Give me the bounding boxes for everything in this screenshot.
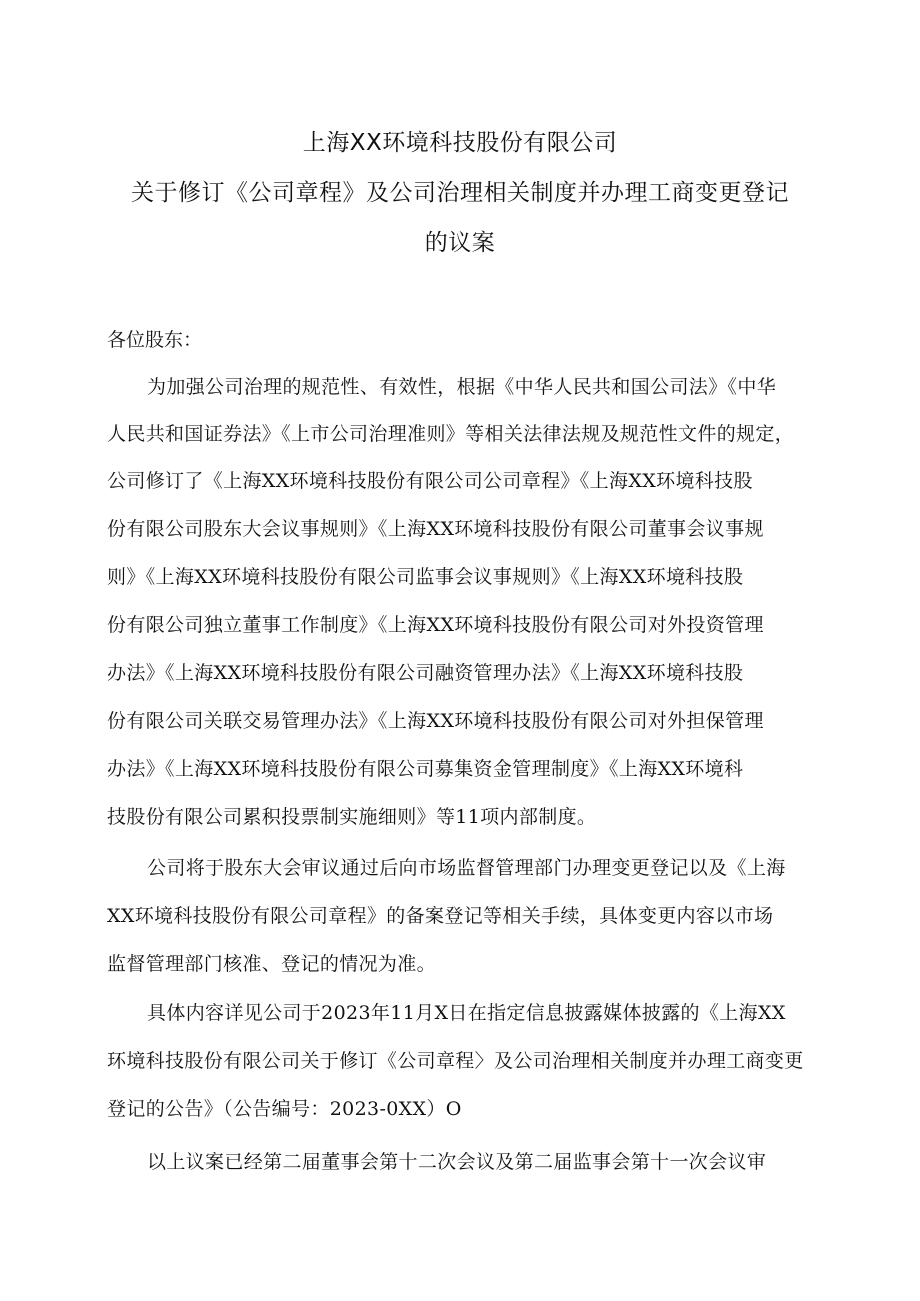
paragraph-1-line: 份有限公司股东大会议事规则》《上海XX环境科技股份有限公司董事会议事规 xyxy=(107,518,764,540)
paragraph-3-line: 环境科技股份有限公司关于修订《公司章程〉及公司治理相关制度并办理工商变更 xyxy=(107,1050,804,1072)
paragraph-1-line: 则》《上海XX环境科技股份有限公司监事会议事规则》《上海XX环境科技股 xyxy=(107,566,744,588)
title-subject: 关于修订《公司章程》及公司治理相关制度并办理工商变更登记 xyxy=(131,180,789,206)
paragraph-1-line: 份有限公司关联交易管理办法》《上海XX环境科技股份有限公司对外担保管理 xyxy=(107,710,764,732)
paragraph-1-line: 办法》《上海XX环境科技股份有限公司募集资金管理制度》《上海XX环境科 xyxy=(107,758,744,780)
paragraph-1-line: 份有限公司独立董事工作制度》《上海XX环境科技股份有限公司对外投资管理 xyxy=(107,614,764,636)
paragraph-1-line: 技股份有限公司累积投票制实施细则》等11项内部制度。 xyxy=(107,806,597,828)
title-subject-end: 的议案 xyxy=(424,230,496,256)
paragraph-2-line: 公司将于股东大会审议通过后向市场监督管理部门办理变更登记以及《上海 xyxy=(147,857,786,879)
paragraph-2-line: 监督管理部门核准、登记的情况为准。 xyxy=(107,953,436,975)
paragraph-1-line: 公司修订了《上海XX环境科技股份有限公司公司章程》《上海XX环境科技股 xyxy=(107,470,753,492)
salutation: 各位股东： xyxy=(107,329,203,351)
paragraph-4-line: 以上议案已经第二届董事会第十二次会议及第二届监事会第十一次会议审 xyxy=(147,1151,767,1173)
paragraph-2-line: XX环境科技股份有限公司章程》的备案登记等相关手续，具体变更内容以市场 xyxy=(107,905,774,927)
paragraph-3-line: 具体内容详见公司于2023年11月X日在指定信息披露媒体披露的《上海XX xyxy=(147,1002,786,1024)
title-company: 上海XX环境科技股份有限公司 xyxy=(302,130,618,156)
paragraph-1-line: 为加强公司治理的规范性、有效性，根据《中华人民共和国公司法》《中华 xyxy=(147,376,777,398)
paragraph-1-line: 办法》《上海XX环境科技股份有限公司融资管理办法》《上海XX环境科技股 xyxy=(107,662,744,684)
paragraph-3-line: 登记的公告》（公告编号：2023-0XX）O xyxy=(107,1098,462,1120)
paragraph-1-line: 人民共和国证券法》《上市公司治理准则》等相关法律法规及规范性文件的规定， xyxy=(107,423,795,445)
